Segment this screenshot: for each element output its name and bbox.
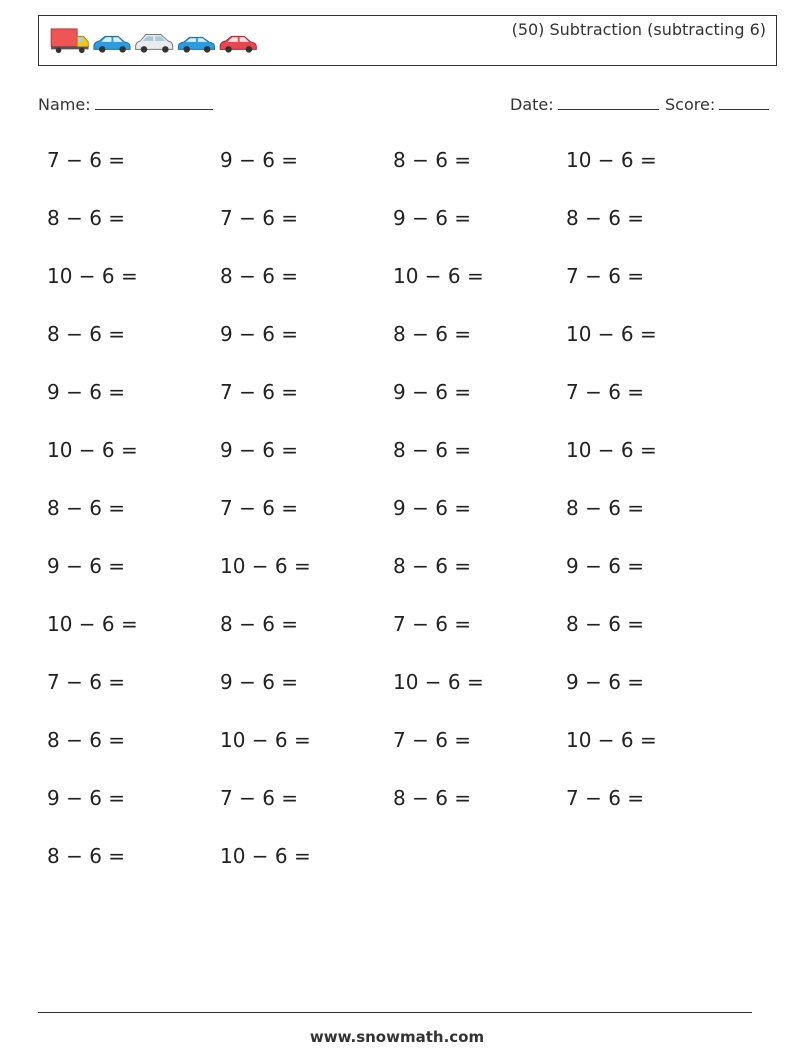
- problem-item: 7 − 6 =: [566, 786, 645, 810]
- problem-item: 8 − 6 =: [220, 264, 299, 288]
- problem-item: 9 − 6 =: [393, 380, 472, 404]
- problem-item: 8 − 6 =: [393, 438, 472, 462]
- worksheet-title: (50) Subtraction (subtracting 6): [511, 20, 766, 39]
- problem-item: 7 − 6 =: [220, 786, 299, 810]
- problem-item: 7 − 6 =: [47, 670, 126, 694]
- problem-item: 7 − 6 =: [220, 496, 299, 520]
- problem-item: 7 − 6 =: [393, 728, 472, 752]
- score-field[interactable]: [665, 93, 769, 114]
- problem-item: 9 − 6 =: [220, 322, 299, 346]
- car-icon: [136, 35, 173, 53]
- worksheet-header: [38, 15, 777, 66]
- problem-item: 7 − 6 =: [220, 206, 299, 230]
- name-label: Name:: [38, 95, 91, 114]
- problem-item: 7 − 6 =: [220, 380, 299, 404]
- problem-item: 8 − 6 =: [47, 844, 126, 868]
- problem-item: 7 − 6 =: [566, 380, 645, 404]
- problem-item: 7 − 6 =: [566, 264, 645, 288]
- problem-item: 8 − 6 =: [566, 612, 645, 636]
- problem-item: 8 − 6 =: [47, 496, 126, 520]
- problem-item: 9 − 6 =: [566, 554, 645, 578]
- vehicles-illustration: [42, 28, 272, 54]
- name-blank[interactable]: [95, 93, 213, 110]
- problem-item: 8 − 6 =: [220, 612, 299, 636]
- footer-website: www.snowmath.com: [309, 1028, 485, 1046]
- problem-item: 10 − 6 =: [220, 554, 311, 578]
- problem-item: 9 − 6 =: [47, 554, 126, 578]
- problem-item: 10 − 6 =: [393, 670, 484, 694]
- problem-item: 9 − 6 =: [566, 670, 645, 694]
- problem-item: 9 − 6 =: [393, 496, 472, 520]
- car-icon: [94, 36, 130, 52]
- score-label: Score:: [665, 95, 716, 114]
- problem-item: 10 − 6 =: [220, 728, 311, 752]
- score-blank[interactable]: [719, 93, 769, 110]
- car-icon: [220, 36, 256, 52]
- car-icon: [178, 37, 214, 52]
- problem-item: 8 − 6 =: [47, 728, 126, 752]
- name-field[interactable]: [38, 93, 213, 114]
- problem-item: 7 − 6 =: [47, 148, 126, 172]
- problem-item: 8 − 6 =: [47, 322, 126, 346]
- problem-item: 9 − 6 =: [220, 438, 299, 462]
- problem-item: 9 − 6 =: [393, 206, 472, 230]
- problem-item: 7 − 6 =: [393, 612, 472, 636]
- problem-item: 10 − 6 =: [393, 264, 484, 288]
- problem-item: 10 − 6 =: [566, 728, 657, 752]
- problem-item: 8 − 6 =: [566, 206, 645, 230]
- problem-item: 8 − 6 =: [393, 148, 472, 172]
- problem-item: 8 − 6 =: [393, 322, 472, 346]
- problem-item: 10 − 6 =: [47, 264, 138, 288]
- date-label: Date:: [510, 95, 554, 114]
- problem-item: 10 − 6 =: [47, 612, 138, 636]
- problem-item: 8 − 6 =: [393, 554, 472, 578]
- problem-item: 8 − 6 =: [566, 496, 645, 520]
- problem-item: 9 − 6 =: [47, 380, 126, 404]
- problem-item: 10 − 6 =: [566, 438, 657, 462]
- problem-item: 8 − 6 =: [47, 206, 126, 230]
- truck-icon: [51, 29, 88, 53]
- problem-item: 8 − 6 =: [393, 786, 472, 810]
- problem-item: 10 − 6 =: [47, 438, 138, 462]
- problem-item: 10 − 6 =: [566, 322, 657, 346]
- date-blank[interactable]: [558, 93, 659, 110]
- problem-item: 9 − 6 =: [220, 670, 299, 694]
- problem-item: 10 − 6 =: [220, 844, 311, 868]
- problem-item: 9 − 6 =: [47, 786, 126, 810]
- problem-item: 9 − 6 =: [220, 148, 299, 172]
- problem-item: 10 − 6 =: [566, 148, 657, 172]
- date-field[interactable]: [510, 93, 659, 114]
- footer-divider: [38, 1012, 752, 1013]
